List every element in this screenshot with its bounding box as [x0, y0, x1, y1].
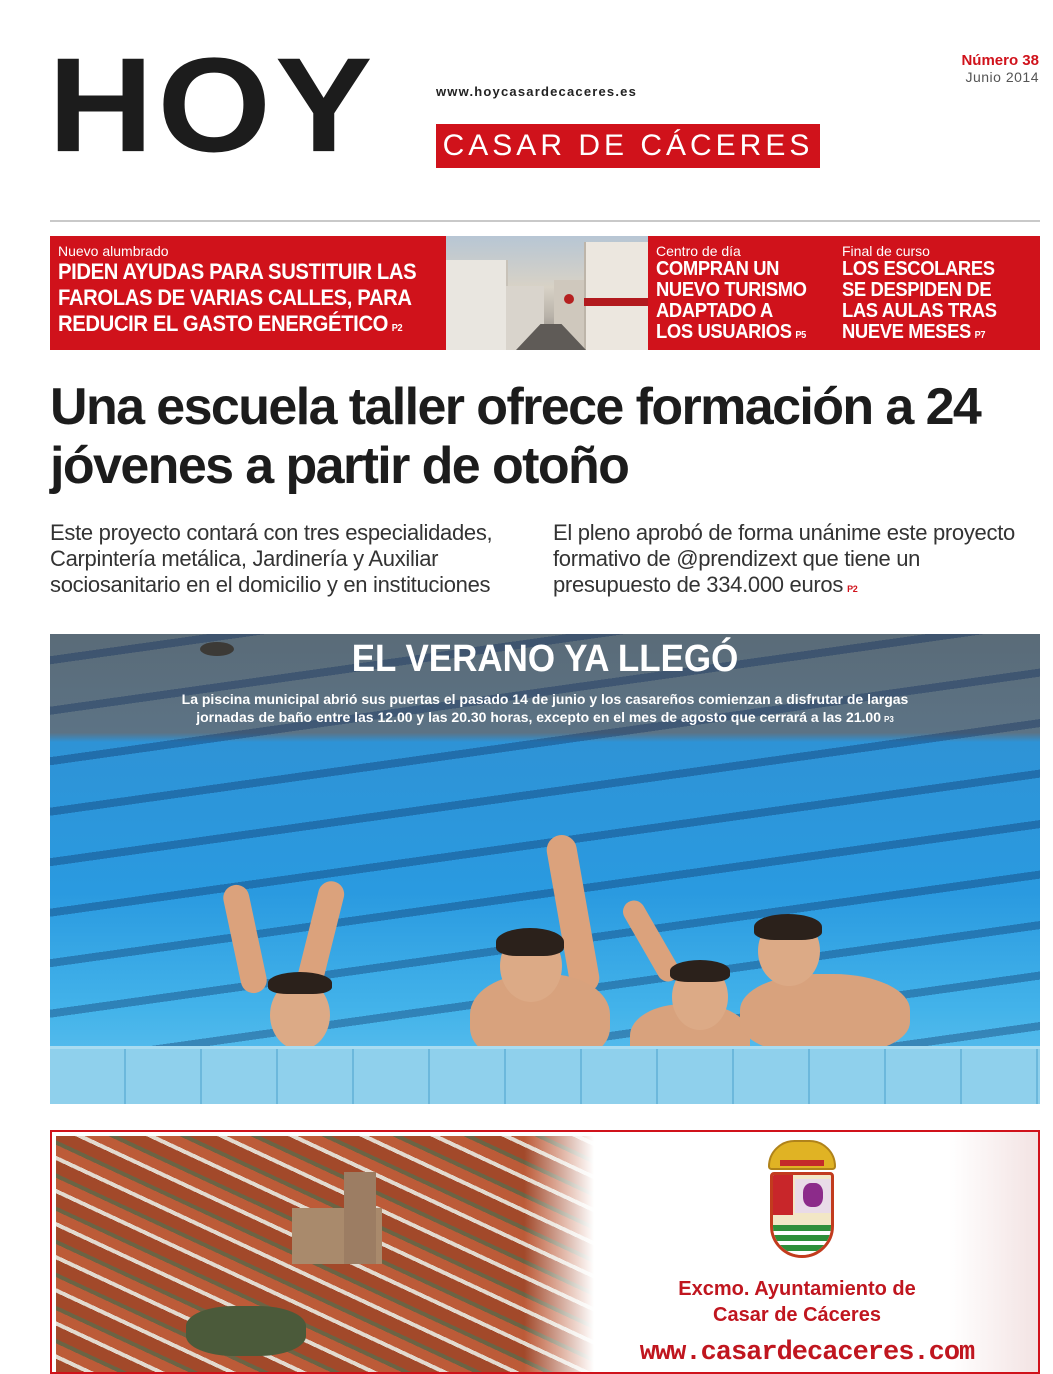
council-name: Excmo. Ayuntamiento de Casar de Cáceres — [678, 1278, 916, 1326]
photo-story-title: EL VERANO YA LLEGÓ — [351, 638, 739, 680]
issue-info — [961, 52, 1039, 85]
teaser-kicker: Nuevo alumbrado — [58, 243, 169, 259]
pool-photo[interactable] — [50, 634, 1040, 1104]
page-ref: P3 — [884, 715, 894, 724]
newspaper-logo: HOY — [48, 29, 377, 180]
teaser-title: COMPRAN UN NUEVO TURISMO ADAPTADO A LOS USUARIOS P5 — [656, 258, 807, 343]
pool-edge — [50, 1046, 1040, 1104]
lead-headline[interactable]: Una escuela taller ofrece formación a 24 jóvenes a partir de otoño — [50, 378, 981, 495]
photo-story-caption: La piscina municipal abrió sus puertas el pasado 14 de junio y los casareños comienzan a disfrutar de largas jornadas de baño entre las 12.00 y las 20.30 horas, excepto en el mes de agosto que cerrará a las 21.00 P3 — [181, 691, 909, 725]
page-ref: P7 — [974, 330, 986, 341]
page-ref: P2 — [391, 323, 403, 334]
teaser-title: LOS ESCOLARES SE DESPIDEN DE LAS AULAS TRAS NUEVE MESES P7 — [842, 258, 997, 343]
edition-banner: CASAR DE CÁCERES — [436, 124, 820, 168]
lead-deck-right: El pleno aprobó de forma unánime este proyecto formativo de @prendizext que tiene un presupuesto de 334.000 euros P2 — [553, 520, 1015, 597]
coat-of-arms-icon — [764, 1140, 840, 1264]
teaser-kicker: Final de curso — [842, 243, 930, 259]
page-ref: P2 — [847, 584, 858, 594]
teaser-school-year[interactable] — [834, 236, 1034, 350]
teaser-title: PIDEN AYUDAS PARA SUSTITUIR LAS FAROLAS DE VARIAS CALLES, PARA REDUCIR EL GASTO ENERGÉTICO P2 — [58, 259, 417, 336]
teaser-day-center[interactable] — [648, 236, 834, 350]
street-photo — [446, 236, 648, 350]
council-advertisement[interactable] — [50, 1130, 1040, 1374]
page-ref: P5 — [795, 330, 806, 341]
issue-number: Número 38 — [961, 52, 1039, 69]
header-divider — [50, 220, 1040, 222]
issue-date: Junio 2014 — [965, 69, 1039, 85]
lead-deck-left: Este proyecto contará con tres especialidades, Carpintería metálica, Jardinería y Auxiliar sociosanitario en el domicilio y en instituciones — [50, 520, 493, 597]
site-url[interactable]: www.hoycasardecaceres.es — [436, 84, 638, 99]
teaser-streetlights[interactable] — [50, 236, 446, 350]
teaser-kicker: Centro de día — [656, 243, 741, 259]
town-aerial-photo — [56, 1136, 594, 1372]
council-url[interactable]: www.casardecaceres.com — [639, 1338, 975, 1368]
teaser-strip — [50, 236, 1040, 350]
